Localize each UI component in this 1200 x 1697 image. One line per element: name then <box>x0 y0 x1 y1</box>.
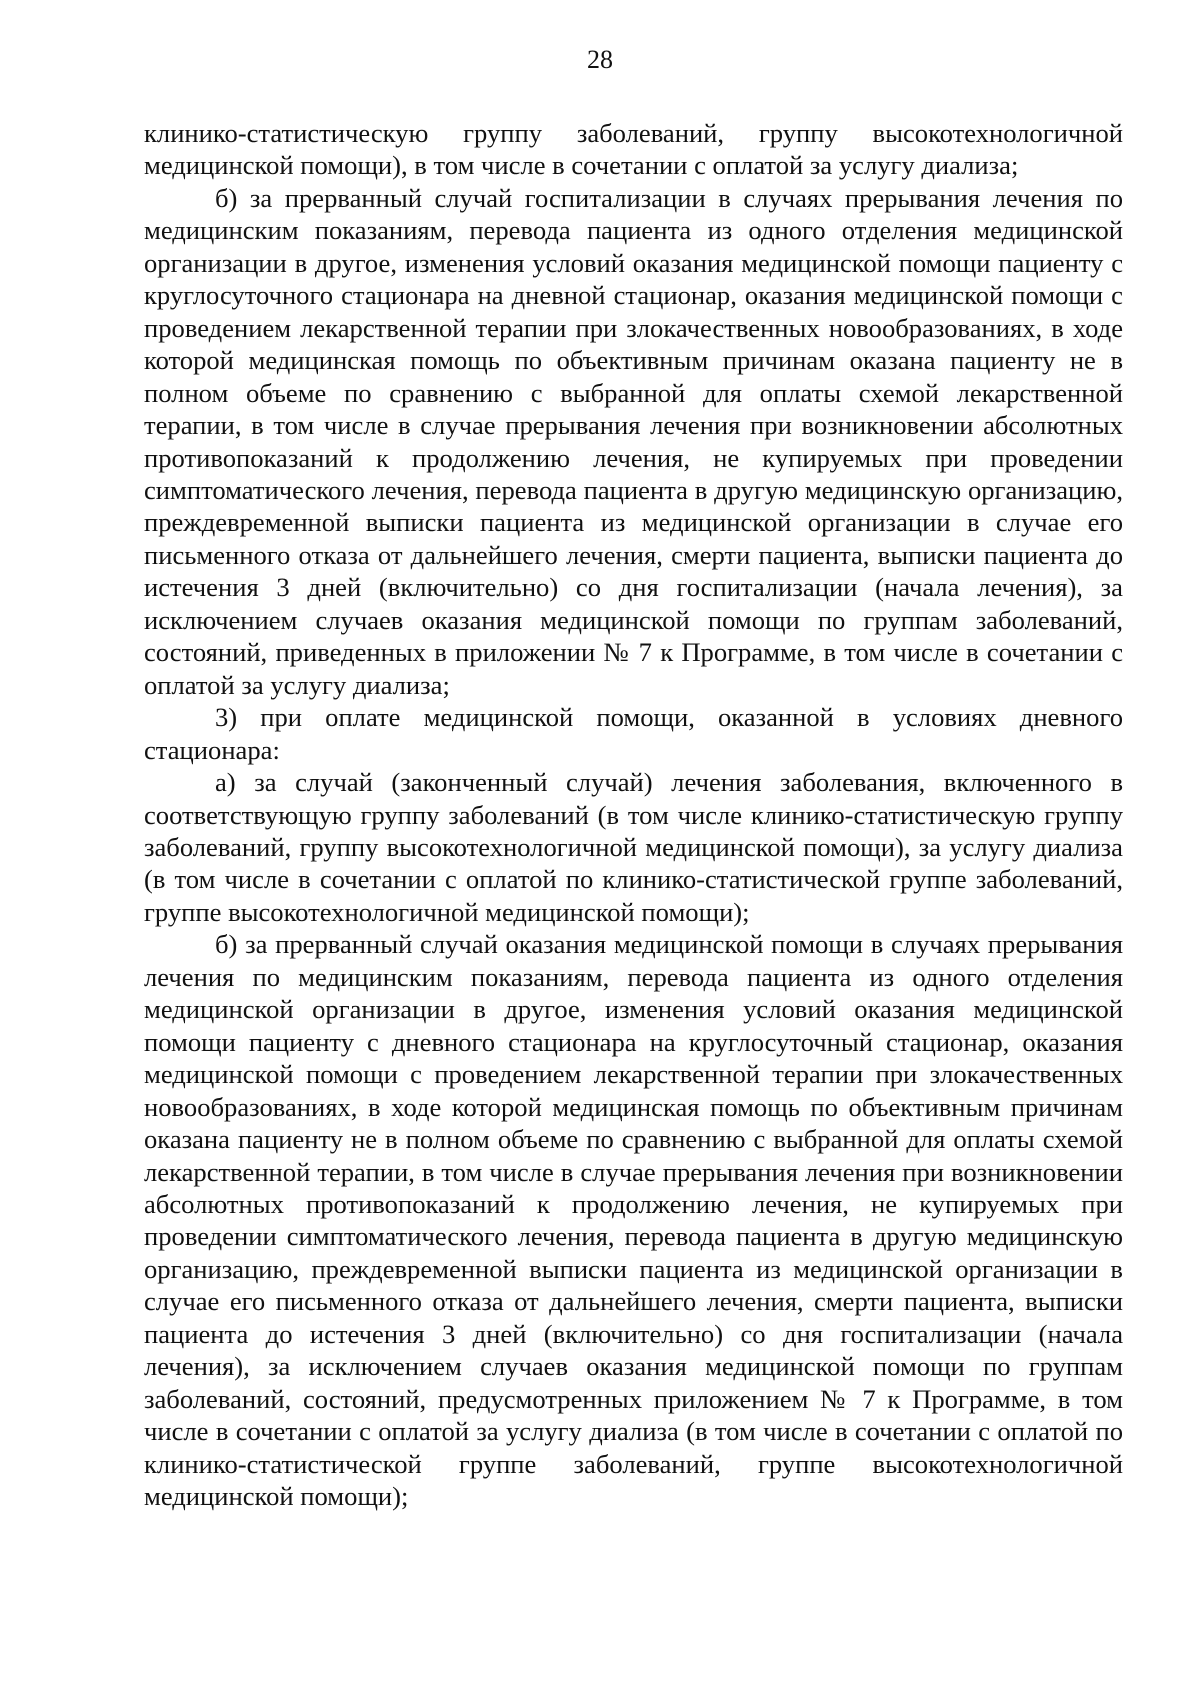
paragraph-item-b-interrupted-case: б) за прерванный случай оказания медицинской помощи в случаях прерывания лечения по медицинским показаниям, перевода пациента из одного отделения медицинской организации в другое, изменения условий оказания медицинской помощи пациенту с дневного стационара на круглосуточный стационар, оказания медицинской помощи с проведением лекарственной терапии при злокачественных новообразованиях, в ходе которой медицинская помощь по объективным причинам оказана пациенту не в полном объеме по сравнению с выбранной для оплаты схемой лекарственной терапии, в том числе в случае прерывания лечения при возникновении абсолютных противопоказаний к продолжению лечения, не купируемых при проведении симптоматического лечения, перевода пациента в другую медицинскую организацию, преждевременной выписки пациента из медицинской организации в случае его письменного отказа от дальнейшего лечения, смерти пациента, выписки пациента до истечения 3 дней (включительно) со дня госпитализации (начала лечения), за исключением случаев оказания медицинской помощи по группам заболеваний, состояний, предусмотренных приложением № 7 к Программе, в том числе в сочетании с оплатой за услугу диализа (в том числе в сочетании с оплатой по клинико-статистической группе заболеваний, группе высокотехнологичной медицинской помощи); <box>144 929 1123 1512</box>
document-body <box>144 117 1123 1512</box>
page-number: 28 <box>587 45 613 74</box>
paragraph-continuation: клинико-статистическую группу заболеваний, группу высокотехнологичной медицинской помощи), в том числе в сочетании с оплатой за услугу диализа; <box>144 118 1123 181</box>
paragraph-item-3-day-hospital: 3) при оплате медицинской помощи, оказанной в условиях дневного стационара: <box>144 702 1123 765</box>
paragraph-item-a-completed-case: а) за случай (законченный случай) лечения заболевания, включенного в соответствующую группу заболеваний (в том числе клинико-статистическую группу заболеваний, группу высокотехнологичной медицинской помощи), за услугу диализа (в том числе в сочетании с оплатой по клинико-статистической группе заболеваний, группе высокотехнологичной медицинской помощи); <box>144 767 1123 927</box>
paragraph-item-b-hospital: б) за прерванный случай госпитализации в случаях прерывания лечения по медицинским показаниям, перевода пациента из одного отделения медицинской организации в другое, изменения условий оказания медицинской помощи пациенту с круглосуточного стационара на дневной стационар, оказания медицинской помощи с проведением лекарственной терапии при злокачественных новообразованиях, в ходе которой медицинская помощь по объективным причинам оказана пациенту не в полном объеме по сравнению с выбранной для оплаты схемой лекарственной терапии, в том числе в случае прерывания лечения при возникновении абсолютных противопоказаний к продолжению лечения, не купируемых при проведении симптоматического лечения, перевода пациента в другую медицинскую организацию, преждевременной выписки пациента из медицинской организации в случае его письменного отказа от дальнейшего лечения, смерти пациента, выписки пациента до истечения 3 дней (включительно) со дня госпитализации (начала лечения), за исключением случаев оказания медицинской помощи по группам заболеваний, состояний, приведенных в приложении № 7 к Программе, в том числе в сочетании с оплатой за услугу диализа; <box>144 182 1123 700</box>
